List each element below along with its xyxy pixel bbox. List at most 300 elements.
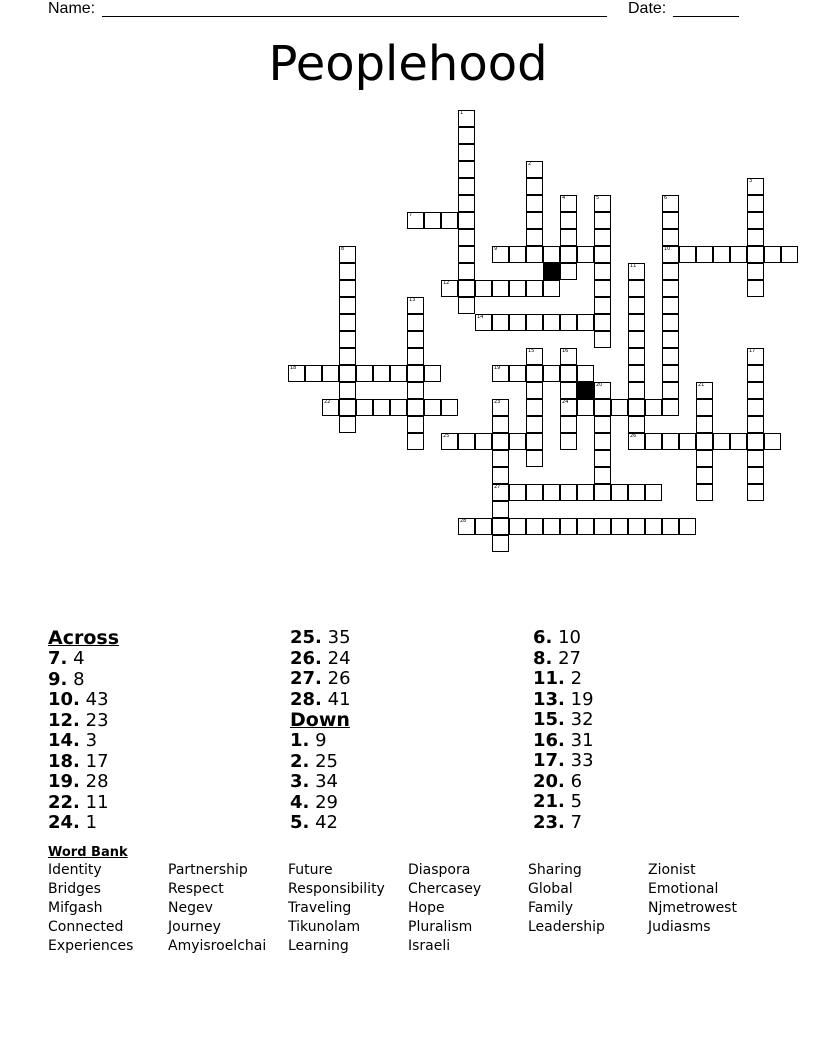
grid-cell[interactable] bbox=[475, 518, 492, 535]
grid-cell-number: 15 bbox=[528, 348, 535, 354]
grid-cell[interactable] bbox=[696, 467, 713, 484]
grid-cell[interactable] bbox=[662, 399, 679, 416]
grid-cell[interactable] bbox=[628, 263, 645, 280]
grid-cell[interactable] bbox=[560, 382, 577, 399]
grid-cell[interactable] bbox=[747, 348, 764, 365]
grid-cell-number: 18 bbox=[290, 365, 297, 371]
grid-cell[interactable] bbox=[594, 467, 611, 484]
grid-cell[interactable] bbox=[407, 416, 424, 433]
grid-cell-number: 11 bbox=[630, 263, 637, 269]
word-bank-item: Traveling bbox=[288, 900, 352, 916]
grid-cell[interactable] bbox=[407, 399, 424, 416]
clue-text: 34 bbox=[309, 771, 339, 792]
grid-cell[interactable] bbox=[322, 399, 339, 416]
word-bank-item: Leadership bbox=[528, 919, 605, 935]
grid-cell[interactable] bbox=[594, 518, 611, 535]
grid-cell[interactable] bbox=[560, 212, 577, 229]
grid-cell[interactable] bbox=[628, 348, 645, 365]
grid-cell[interactable] bbox=[662, 212, 679, 229]
grid-cell[interactable] bbox=[577, 399, 594, 416]
grid-cell[interactable] bbox=[441, 399, 458, 416]
grid-cell[interactable] bbox=[492, 399, 509, 416]
grid-cell[interactable] bbox=[628, 365, 645, 382]
grid-cell-number: 9 bbox=[494, 246, 498, 252]
clue-number: 24. bbox=[48, 812, 80, 833]
grid-cell[interactable] bbox=[407, 314, 424, 331]
grid-cell[interactable] bbox=[696, 416, 713, 433]
grid-cell[interactable] bbox=[492, 280, 509, 297]
grid-cell[interactable] bbox=[594, 314, 611, 331]
clue-text: 1 bbox=[79, 812, 98, 833]
grid-cell[interactable] bbox=[560, 348, 577, 365]
grid-cell[interactable] bbox=[458, 127, 475, 144]
grid-cell[interactable] bbox=[441, 433, 458, 450]
grid-cell[interactable] bbox=[594, 229, 611, 246]
grid-cell[interactable] bbox=[492, 365, 509, 382]
grid-cell[interactable] bbox=[458, 161, 475, 178]
grid-cell-number: 7 bbox=[409, 212, 413, 218]
grid-cell[interactable] bbox=[492, 501, 509, 518]
grid-cell[interactable] bbox=[628, 280, 645, 297]
grid-cell[interactable] bbox=[339, 263, 356, 280]
grid-cell[interactable] bbox=[662, 348, 679, 365]
grid-cell[interactable] bbox=[526, 314, 543, 331]
grid-cell[interactable] bbox=[560, 246, 577, 263]
grid-cell[interactable] bbox=[747, 416, 764, 433]
grid-cell[interactable] bbox=[407, 365, 424, 382]
grid-cell[interactable] bbox=[764, 433, 781, 450]
grid-cell-number: 19 bbox=[494, 365, 501, 371]
grid-cell[interactable] bbox=[594, 331, 611, 348]
clue-item bbox=[533, 772, 763, 793]
grid-cell[interactable] bbox=[747, 212, 764, 229]
clue-item bbox=[48, 731, 278, 752]
grid-cell[interactable] bbox=[441, 212, 458, 229]
grid-cell-number: 26 bbox=[630, 433, 637, 439]
grid-cell-number: 13 bbox=[409, 297, 416, 303]
grid-cell[interactable] bbox=[662, 263, 679, 280]
clue-text: 2 bbox=[564, 668, 583, 689]
grid-cell[interactable] bbox=[526, 382, 543, 399]
clue-item bbox=[533, 710, 763, 731]
grid-cell[interactable] bbox=[747, 433, 764, 450]
grid-cell[interactable] bbox=[628, 399, 645, 416]
grid-cell[interactable] bbox=[339, 314, 356, 331]
clues-column-2 bbox=[290, 628, 520, 834]
grid-cell[interactable] bbox=[339, 297, 356, 314]
clue-item bbox=[48, 752, 278, 773]
grid-cell[interactable] bbox=[628, 314, 645, 331]
grid-cell[interactable] bbox=[628, 518, 645, 535]
grid-cell[interactable] bbox=[509, 280, 526, 297]
grid-cell[interactable] bbox=[594, 195, 611, 212]
grid-cell[interactable] bbox=[543, 314, 560, 331]
grid-cell[interactable] bbox=[713, 433, 730, 450]
word-bank-item: Bridges bbox=[48, 881, 101, 897]
grid-cell[interactable] bbox=[526, 416, 543, 433]
grid-cell[interactable] bbox=[560, 314, 577, 331]
clue-item bbox=[533, 669, 763, 690]
clue-item bbox=[290, 772, 520, 793]
grid-cell[interactable] bbox=[458, 297, 475, 314]
grid-cell[interactable] bbox=[645, 484, 662, 501]
word-bank-item: Global bbox=[528, 881, 573, 897]
grid-cell[interactable] bbox=[611, 399, 628, 416]
grid-cell[interactable] bbox=[458, 144, 475, 161]
grid-cell-number: 8 bbox=[341, 246, 345, 252]
clue-text: 42 bbox=[309, 812, 339, 833]
grid-cell[interactable] bbox=[594, 297, 611, 314]
grid-cell[interactable] bbox=[288, 365, 305, 382]
grid-cell[interactable] bbox=[458, 178, 475, 195]
grid-cell[interactable] bbox=[679, 246, 696, 263]
grid-cell[interactable] bbox=[662, 297, 679, 314]
across-heading: Across bbox=[48, 627, 120, 649]
grid-cell[interactable] bbox=[509, 314, 526, 331]
grid-cell[interactable] bbox=[747, 382, 764, 399]
grid-cell[interactable] bbox=[492, 467, 509, 484]
word-bank-item: Mifgash bbox=[48, 900, 103, 916]
grid-cell[interactable] bbox=[662, 195, 679, 212]
name-label: Name: bbox=[48, 0, 96, 17]
grid-cell[interactable] bbox=[611, 484, 628, 501]
grid-cell[interactable] bbox=[526, 399, 543, 416]
word-bank-item: Negev bbox=[168, 900, 213, 916]
word-bank-item: Zionist bbox=[648, 862, 696, 878]
grid-cell[interactable] bbox=[475, 433, 492, 450]
grid-cell[interactable] bbox=[322, 365, 339, 382]
grid-cell[interactable] bbox=[458, 229, 475, 246]
grid-cell[interactable] bbox=[356, 365, 373, 382]
word-bank-item: Learning bbox=[288, 938, 349, 954]
clue-item bbox=[290, 690, 520, 711]
clue-text: 43 bbox=[79, 689, 109, 710]
grid-cell[interactable] bbox=[560, 433, 577, 450]
grid-cell[interactable] bbox=[679, 433, 696, 450]
grid-cell[interactable] bbox=[628, 297, 645, 314]
grid-cell[interactable] bbox=[526, 195, 543, 212]
grid-cell[interactable] bbox=[662, 246, 679, 263]
grid-cell[interactable] bbox=[628, 331, 645, 348]
grid-cell[interactable] bbox=[611, 518, 628, 535]
clue-number: 21. bbox=[533, 791, 565, 812]
word-bank-item: Emotional bbox=[648, 881, 719, 897]
grid-cell[interactable] bbox=[730, 433, 747, 450]
word-bank-title: Word Bank bbox=[48, 845, 128, 860]
grid-cell[interactable] bbox=[339, 365, 356, 382]
grid-cell[interactable] bbox=[747, 178, 764, 195]
grid-cell[interactable] bbox=[373, 399, 390, 416]
grid-cell[interactable] bbox=[628, 484, 645, 501]
grid-cell[interactable] bbox=[713, 246, 730, 263]
grid-cell[interactable] bbox=[509, 518, 526, 535]
grid-cell[interactable] bbox=[407, 433, 424, 450]
grid-cell-number: 27 bbox=[494, 484, 501, 490]
grid-cell[interactable] bbox=[747, 450, 764, 467]
clue-item bbox=[48, 649, 278, 670]
grid-cell[interactable] bbox=[594, 399, 611, 416]
clue-text: 31 bbox=[564, 729, 594, 751]
grid-cell[interactable] bbox=[662, 382, 679, 399]
grid-cell[interactable] bbox=[628, 382, 645, 399]
word-bank-item: Diaspora bbox=[408, 862, 471, 878]
grid-cell[interactable] bbox=[424, 399, 441, 416]
grid-cell-number: 12 bbox=[443, 280, 450, 286]
grid-cell[interactable] bbox=[696, 382, 713, 399]
clues-column-3 bbox=[533, 628, 763, 833]
word-bank-item: Chercasey bbox=[408, 881, 482, 897]
clue-text: 25 bbox=[309, 750, 339, 772]
grid-cell[interactable] bbox=[509, 484, 526, 501]
clue-item bbox=[533, 792, 763, 813]
grid-cell[interactable] bbox=[628, 416, 645, 433]
grid-cell[interactable] bbox=[509, 433, 526, 450]
grid-cell[interactable] bbox=[543, 246, 560, 263]
grid-cell[interactable] bbox=[492, 450, 509, 467]
word-bank-item: Experiences bbox=[48, 938, 134, 954]
grid-cell[interactable] bbox=[696, 450, 713, 467]
clue-item bbox=[48, 813, 278, 834]
clue-number: 26. bbox=[290, 647, 322, 669]
clue-item bbox=[290, 731, 520, 752]
grid-cell[interactable] bbox=[577, 365, 594, 382]
grid-cell[interactable] bbox=[662, 518, 679, 535]
grid-cell[interactable] bbox=[509, 365, 526, 382]
grid-cell[interactable] bbox=[458, 433, 475, 450]
grid-cell-number: 14 bbox=[477, 314, 484, 320]
grid-cell[interactable] bbox=[594, 212, 611, 229]
clue-text: 5 bbox=[564, 791, 583, 812]
grid-cell[interactable] bbox=[594, 246, 611, 263]
clue-text: 23 bbox=[79, 709, 109, 731]
grid-cell[interactable] bbox=[679, 518, 696, 535]
grid-cell[interactable] bbox=[458, 518, 475, 535]
clue-text: 26 bbox=[321, 668, 351, 689]
grid-cell[interactable] bbox=[747, 467, 764, 484]
grid-cell[interactable] bbox=[492, 535, 509, 552]
clue-number: 9. bbox=[48, 668, 68, 690]
grid-cell[interactable] bbox=[594, 382, 611, 399]
down-clue-list-continued bbox=[533, 628, 763, 833]
grid-cell[interactable] bbox=[747, 263, 764, 280]
grid-cell[interactable] bbox=[577, 314, 594, 331]
grid-cell[interactable] bbox=[764, 246, 781, 263]
grid-cell[interactable] bbox=[747, 229, 764, 246]
grid-cell[interactable] bbox=[458, 280, 475, 297]
clue-text: 3 bbox=[79, 730, 98, 751]
word-bank-item: Judiasms bbox=[648, 919, 711, 935]
grid-cell[interactable] bbox=[475, 314, 492, 331]
clue-text: 4 bbox=[67, 648, 85, 669]
grid-cell[interactable] bbox=[407, 348, 424, 365]
grid-cell[interactable] bbox=[560, 195, 577, 212]
grid-cell[interactable] bbox=[543, 518, 560, 535]
grid-cell[interactable] bbox=[390, 365, 407, 382]
grid-cell-number: 3 bbox=[749, 178, 753, 184]
grid-cell[interactable] bbox=[339, 348, 356, 365]
grid-cell[interactable] bbox=[492, 518, 509, 535]
clue-text: 7 bbox=[564, 811, 583, 833]
grid-cell-number: 24 bbox=[562, 399, 569, 405]
grid-cell[interactable] bbox=[747, 195, 764, 212]
grid-cell[interactable] bbox=[662, 280, 679, 297]
clue-text: 41 bbox=[321, 688, 351, 710]
grid-cell[interactable] bbox=[747, 399, 764, 416]
grid-cell[interactable] bbox=[339, 280, 356, 297]
grid-block bbox=[577, 382, 594, 399]
page-title: Peoplehood bbox=[268, 36, 548, 92]
grid-cell[interactable] bbox=[526, 348, 543, 365]
grid-cell[interactable] bbox=[407, 331, 424, 348]
grid-cell[interactable] bbox=[492, 314, 509, 331]
clue-item bbox=[48, 793, 278, 814]
clue-text: 10 bbox=[552, 627, 582, 648]
grid-cell[interactable] bbox=[594, 263, 611, 280]
clue-number: 20. bbox=[533, 770, 565, 792]
word-bank bbox=[48, 844, 768, 956]
word-bank-item: Tikunolam bbox=[288, 919, 361, 935]
grid-cell[interactable] bbox=[339, 416, 356, 433]
grid-cell[interactable] bbox=[458, 246, 475, 263]
grid-cell[interactable] bbox=[594, 416, 611, 433]
clue-number: 5. bbox=[290, 812, 310, 833]
clue-item bbox=[290, 752, 520, 773]
grid-cell[interactable] bbox=[577, 518, 594, 535]
word-bank-item: Sharing bbox=[528, 862, 582, 878]
grid-cell[interactable] bbox=[662, 229, 679, 246]
grid-cell[interactable] bbox=[526, 450, 543, 467]
word-bank-item: Family bbox=[528, 900, 574, 916]
grid-cell[interactable] bbox=[492, 246, 509, 263]
grid-cell[interactable] bbox=[543, 280, 560, 297]
grid-cell[interactable] bbox=[747, 280, 764, 297]
grid-cell[interactable] bbox=[696, 484, 713, 501]
grid-cell[interactable] bbox=[526, 433, 543, 450]
grid-cell[interactable] bbox=[696, 246, 713, 263]
grid-cell[interactable] bbox=[662, 314, 679, 331]
grid-cell[interactable] bbox=[645, 399, 662, 416]
across-clue-list bbox=[48, 649, 278, 834]
clue-number: 15. bbox=[533, 709, 565, 730]
grid-cell[interactable] bbox=[560, 484, 577, 501]
grid-cell[interactable] bbox=[560, 518, 577, 535]
grid-cell[interactable] bbox=[407, 297, 424, 314]
clue-number: 16. bbox=[533, 729, 565, 751]
grid-cell[interactable] bbox=[730, 246, 747, 263]
grid-cell[interactable] bbox=[662, 331, 679, 348]
grid-cell[interactable] bbox=[526, 518, 543, 535]
grid-cell[interactable] bbox=[305, 365, 322, 382]
grid-cell[interactable] bbox=[339, 399, 356, 416]
grid-cell[interactable] bbox=[543, 365, 560, 382]
clue-text: 8 bbox=[67, 668, 85, 690]
clue-number: 25. bbox=[290, 627, 322, 648]
grid-cell[interactable] bbox=[560, 399, 577, 416]
grid-cell[interactable] bbox=[339, 382, 356, 399]
clue-number: 27. bbox=[290, 668, 322, 689]
grid-cell[interactable] bbox=[492, 416, 509, 433]
across-clue-list-continued bbox=[290, 628, 520, 710]
grid-cell[interactable] bbox=[577, 484, 594, 501]
grid-cell[interactable] bbox=[543, 484, 560, 501]
grid-cell[interactable] bbox=[645, 433, 662, 450]
grid-cell[interactable] bbox=[356, 399, 373, 416]
clue-item bbox=[290, 649, 520, 670]
grid-cell[interactable] bbox=[560, 229, 577, 246]
grid-cell[interactable] bbox=[747, 365, 764, 382]
clue-text: 11 bbox=[79, 791, 109, 813]
grid-cell[interactable] bbox=[339, 331, 356, 348]
grid-cell[interactable] bbox=[458, 110, 475, 127]
grid-cell[interactable] bbox=[458, 195, 475, 212]
grid-cell[interactable] bbox=[526, 229, 543, 246]
grid-cell[interactable] bbox=[526, 246, 543, 263]
grid-cell[interactable] bbox=[492, 433, 509, 450]
grid-cell[interactable] bbox=[594, 484, 611, 501]
grid-cell[interactable] bbox=[339, 246, 356, 263]
clue-item bbox=[290, 628, 520, 649]
clue-item bbox=[48, 711, 278, 732]
grid-cell[interactable] bbox=[509, 246, 526, 263]
grid-cell[interactable] bbox=[441, 280, 458, 297]
grid-cell[interactable] bbox=[390, 399, 407, 416]
grid-cell[interactable] bbox=[662, 433, 679, 450]
grid-cell-number: 25 bbox=[443, 433, 450, 439]
grid-cell[interactable] bbox=[526, 178, 543, 195]
grid-cell[interactable] bbox=[594, 280, 611, 297]
grid-cell[interactable] bbox=[594, 433, 611, 450]
grid-cell[interactable] bbox=[696, 399, 713, 416]
clue-text: 6 bbox=[564, 770, 583, 792]
grid-cell[interactable] bbox=[424, 212, 441, 229]
grid-cell[interactable] bbox=[747, 246, 764, 263]
clue-number: 3. bbox=[290, 771, 310, 792]
grid-cell[interactable] bbox=[560, 365, 577, 382]
grid-cell[interactable] bbox=[526, 484, 543, 501]
grid-cell[interactable] bbox=[424, 365, 441, 382]
grid-cell[interactable] bbox=[696, 433, 713, 450]
grid-cell[interactable] bbox=[526, 212, 543, 229]
word-bank-item: Pluralism bbox=[408, 919, 473, 935]
grid-cell[interactable] bbox=[781, 246, 798, 263]
grid-cell[interactable] bbox=[662, 365, 679, 382]
grid-cell[interactable] bbox=[373, 365, 390, 382]
grid-cell[interactable] bbox=[594, 450, 611, 467]
clue-text: 28 bbox=[79, 771, 109, 792]
grid-cell[interactable] bbox=[407, 382, 424, 399]
grid-cell[interactable] bbox=[458, 212, 475, 229]
grid-cell[interactable] bbox=[492, 484, 509, 501]
grid-cell[interactable] bbox=[526, 365, 543, 382]
grid-cell[interactable] bbox=[475, 280, 492, 297]
grid-cell[interactable] bbox=[560, 263, 577, 280]
grid-block bbox=[543, 263, 560, 280]
grid-cell[interactable] bbox=[577, 246, 594, 263]
clue-item bbox=[533, 628, 763, 649]
grid-cell[interactable] bbox=[526, 161, 543, 178]
grid-cell[interactable] bbox=[458, 263, 475, 280]
grid-cell[interactable] bbox=[628, 433, 645, 450]
clue-text: 35 bbox=[321, 627, 351, 648]
word-bank-item: Israeli bbox=[408, 938, 451, 954]
grid-cell[interactable] bbox=[407, 212, 424, 229]
grid-cell[interactable] bbox=[645, 518, 662, 535]
clue-item bbox=[48, 772, 278, 793]
grid-cell[interactable] bbox=[747, 484, 764, 501]
clues-column-1 bbox=[48, 628, 278, 834]
grid-cell[interactable] bbox=[560, 416, 577, 433]
grid-cell[interactable] bbox=[526, 280, 543, 297]
